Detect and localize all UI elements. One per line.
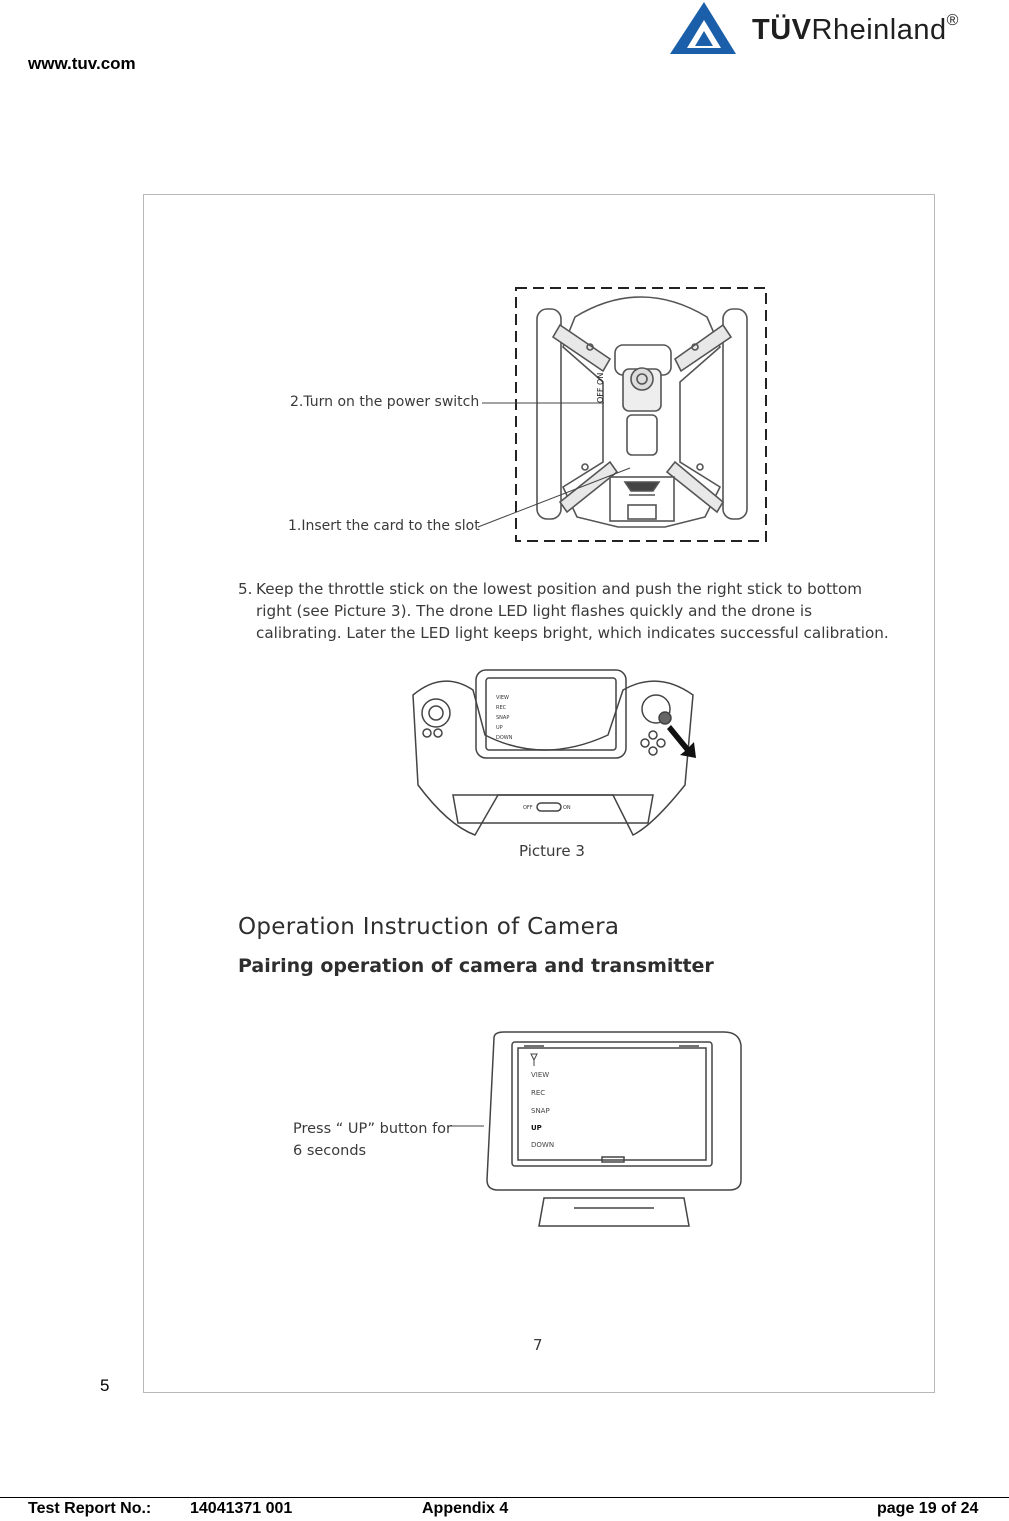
screen-menu-rec: REC bbox=[531, 1089, 546, 1097]
screen-menu-down: DOWN bbox=[531, 1141, 555, 1149]
insert-card-label: 1.Insert the card to the slot bbox=[288, 518, 480, 534]
press-up-instruction bbox=[293, 1118, 452, 1162]
transmitter-menu-up: UP bbox=[496, 725, 503, 731]
screen-menu-up: UP bbox=[531, 1124, 542, 1132]
step-5-paragraph bbox=[238, 578, 906, 644]
section-title: Operation Instruction of Camera bbox=[238, 914, 620, 940]
footer-divider bbox=[0, 1497, 1009, 1498]
logo-text: TÜVRheinland® bbox=[752, 12, 959, 46]
picture-3-caption: Picture 3 bbox=[519, 842, 585, 860]
appendix-label: Appendix 4 bbox=[422, 1500, 509, 1517]
transmitter-menu-snap: SNAP bbox=[496, 715, 510, 721]
step-number: 5. bbox=[238, 580, 253, 598]
step-line-2: right (see Picture 3). The drone LED light flashes quickly and the drone is bbox=[256, 602, 813, 620]
signal-icon bbox=[531, 1054, 537, 1066]
transmitter-menu-rec: REC bbox=[496, 705, 507, 711]
manual-page-number: 7 bbox=[533, 1336, 543, 1354]
screen-menu-view: VIEW bbox=[531, 1071, 550, 1079]
switch-off-label: OFF bbox=[523, 805, 533, 811]
screen-illustration bbox=[484, 1030, 744, 1230]
transmitter-illustration bbox=[403, 665, 703, 840]
press-line-2: 6 seconds bbox=[293, 1143, 367, 1159]
website-url[interactable]: www.tuv.com bbox=[28, 54, 136, 73]
press-line-1: Press “ UP” button for bbox=[293, 1121, 453, 1137]
report-number: 14041371 001 bbox=[190, 1500, 293, 1517]
transmitter-menu-view: VIEW bbox=[496, 695, 509, 701]
svg-text:OFF ON: OFF ON bbox=[596, 372, 605, 403]
section-subtitle: Pairing operation of camera and transmitter bbox=[238, 955, 714, 977]
report-label: Test Report No.: bbox=[28, 1500, 152, 1517]
power-switch-label: 2.Turn on the power switch bbox=[290, 394, 480, 410]
step-line-1: Keep the throttle stick on the lowest position and push the right stick to bottom bbox=[256, 580, 863, 598]
transmitter-menu-down: DOWN bbox=[496, 735, 513, 741]
page-index: 5 bbox=[100, 1376, 110, 1395]
page-count: page 19 of 24 bbox=[877, 1500, 979, 1517]
step-line-3: calibrating. Later the LED light keeps bright, which indicates successful calibration. bbox=[256, 624, 889, 642]
screen-menu-snap: SNAP bbox=[531, 1107, 550, 1115]
switch-on-label: ON bbox=[563, 805, 571, 811]
